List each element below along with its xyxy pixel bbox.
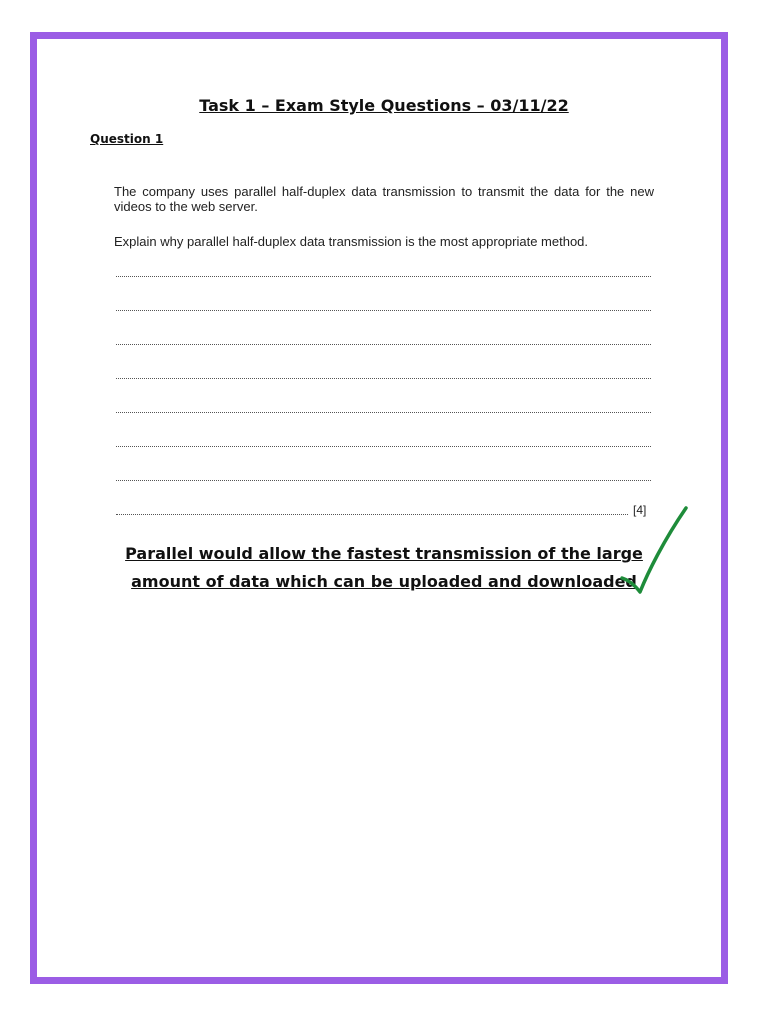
student-answer: Parallel would allow the fastest transmission of the large amount of data which can be uploaded and downloaded	[125, 544, 643, 591]
question-paragraph-2: Explain why parallel half-duplex data transmission is the most appropriate method.	[114, 234, 589, 249]
answer-line	[116, 310, 651, 311]
checkmark-icon	[612, 500, 702, 610]
marks-label: [4]	[633, 503, 647, 517]
page-title: Task 1 – Exam Style Questions – 03/11/22	[199, 96, 569, 115]
question-label: Question 1	[90, 132, 164, 146]
answer-line	[116, 344, 651, 345]
answer-line	[116, 514, 628, 515]
answer-line	[116, 276, 651, 277]
answer-line	[116, 378, 651, 379]
answer-line	[116, 446, 651, 447]
answer-line	[116, 412, 651, 413]
question-paragraph-1: The company uses parallel half-duplex data transmission to transmit the data for the new videos to the web server.	[114, 184, 654, 214]
answer-line	[116, 480, 651, 481]
